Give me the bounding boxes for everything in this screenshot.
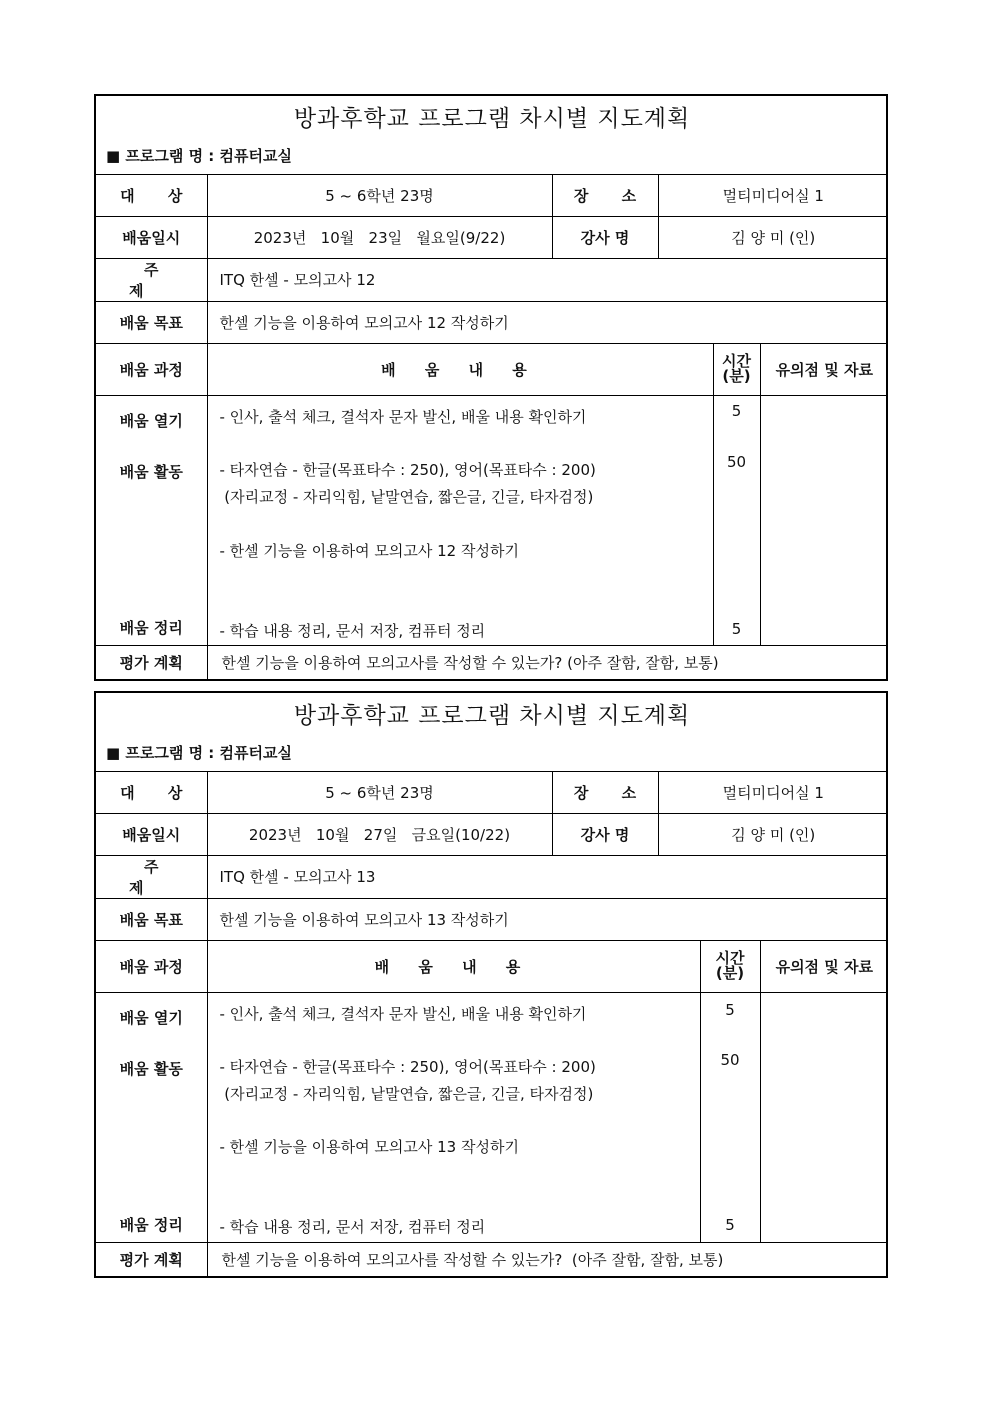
notes-cell [760,992,888,1242]
time-value: 5 [725,1000,735,1019]
header-cell [96,96,888,174]
teacher-label: 강사 명 [552,813,658,855]
eval-label: 평가 계획 [96,645,207,679]
process-steps [96,992,207,1242]
time-cell [700,992,760,1242]
content-line: - 한셀 기능을 이용하여 모의고사 12 작성하기 [219,541,519,560]
goal-label: 배움 목표 [96,898,207,940]
notes-cell [760,395,888,645]
content-header: 배 움 내 용 [207,343,713,395]
date-label: 배움일시 [96,813,207,855]
eval-label: 평가 계획 [96,1242,207,1276]
topic-value: ITQ 한셀 - 모의고사 13 [207,855,888,898]
lesson-plan-1 [94,94,888,681]
process-steps [96,395,207,645]
place-value: 멀티미디어실 1 [658,174,888,216]
content-line: (자리교정 - 자리익힘, 낱말연습, 짧은글, 긴글, 타자검정) [219,487,594,506]
target-label: 대 상 [96,771,207,813]
content-cell [207,395,713,645]
content-line: - 타자연습 - 한글(목표타수 : 250), 영어(목표타수 : 200) [219,1057,596,1076]
header-cell [96,693,888,771]
content-line: - 학습 내용 정리, 문서 저장, 컴퓨터 정리 [219,621,486,640]
target-value: 5 ~ 6학년 23명 [207,771,552,813]
process-header: 배움 과정 [96,343,207,395]
step-activity: 배움 활동 [119,462,183,481]
content-header: 배 움 내 용 [207,940,700,992]
step-close: 배움 정리 [119,618,183,637]
time-value: 50 [720,1050,740,1069]
document-title: 방과후학교 프로그램 차시별 지도계획 [293,703,691,729]
document-title: 방과후학교 프로그램 차시별 지도계획 [293,106,691,132]
eval-value: 한셀 기능을 이용하여 모의고사를 작성할 수 있는가? (아주 잘함, 잘함, 보통) [207,1242,888,1276]
step-close: 배움 정리 [119,1215,183,1234]
lesson-plan-2 [94,691,888,1278]
place-value: 멀티미디어실 1 [658,771,888,813]
goal-label: 배움 목표 [96,301,207,343]
step-activity: 배움 활동 [119,1059,183,1078]
step-open: 배움 열기 [119,411,183,430]
teacher-label: 강사 명 [552,216,658,258]
process-header: 배움 과정 [96,940,207,992]
time-value: 50 [726,452,747,471]
content-cell [207,992,700,1242]
time-value: 5 [731,619,742,638]
time-value: 5 [731,401,742,420]
content-line: - 타자연습 - 한글(목표타수 : 250), 영어(목표타수 : 200) [219,460,596,479]
time-header: 시간 (분) [700,940,760,992]
content-line: - 인사, 출석 체크, 결석자 문자 발신, 배울 내용 확인하기 [219,1004,587,1023]
topic-label: 주 제 [96,855,207,898]
place-label: 장 소 [552,174,658,216]
goal-value: 한셀 기능을 이용하여 모의고사 13 작성하기 [207,898,888,940]
content-line: - 한셀 기능을 이용하여 모의고사 13 작성하기 [219,1137,519,1156]
topic-label: 주 제 [96,258,207,301]
notes-header: 유의점 및 자료 [760,343,888,395]
place-label: 장 소 [552,771,658,813]
target-label: 대 상 [96,174,207,216]
time-value: 5 [725,1215,735,1234]
program-name: ■ 프로그램 명 : 컴퓨터교실 [106,744,292,762]
program-name: ■ 프로그램 명 : 컴퓨터교실 [106,147,292,165]
step-open: 배움 열기 [119,1008,183,1027]
eval-value: 한셀 기능을 이용하여 모의고사를 작성할 수 있는가? (아주 잘함, 잘함, 보통) [207,645,888,679]
date-value: 2023년 10월 27일 금요일(10/22) [207,813,552,855]
content-line: - 학습 내용 정리, 문서 저장, 컴퓨터 정리 [219,1217,486,1236]
notes-header: 유의점 및 자료 [760,940,888,992]
teacher-value: 김 양 미 (인) [658,216,888,258]
content-line: - 인사, 출석 체크, 결석자 문자 발신, 배울 내용 확인하기 [219,407,587,426]
target-value: 5 ~ 6학년 23명 [207,174,552,216]
time-header: 시간 (분) [713,343,760,395]
topic-value: ITQ 한셀 - 모의고사 12 [207,258,888,301]
date-value: 2023년 10월 23일 월요일(9/22) [207,216,552,258]
content-line: (자리교정 - 자리익힘, 낱말연습, 짧은글, 긴글, 타자검정) [219,1084,594,1103]
date-label: 배움일시 [96,216,207,258]
teacher-value: 김 양 미 (인) [658,813,888,855]
time-cell [713,395,760,645]
goal-value: 한셀 기능을 이용하여 모의고사 12 작성하기 [207,301,888,343]
